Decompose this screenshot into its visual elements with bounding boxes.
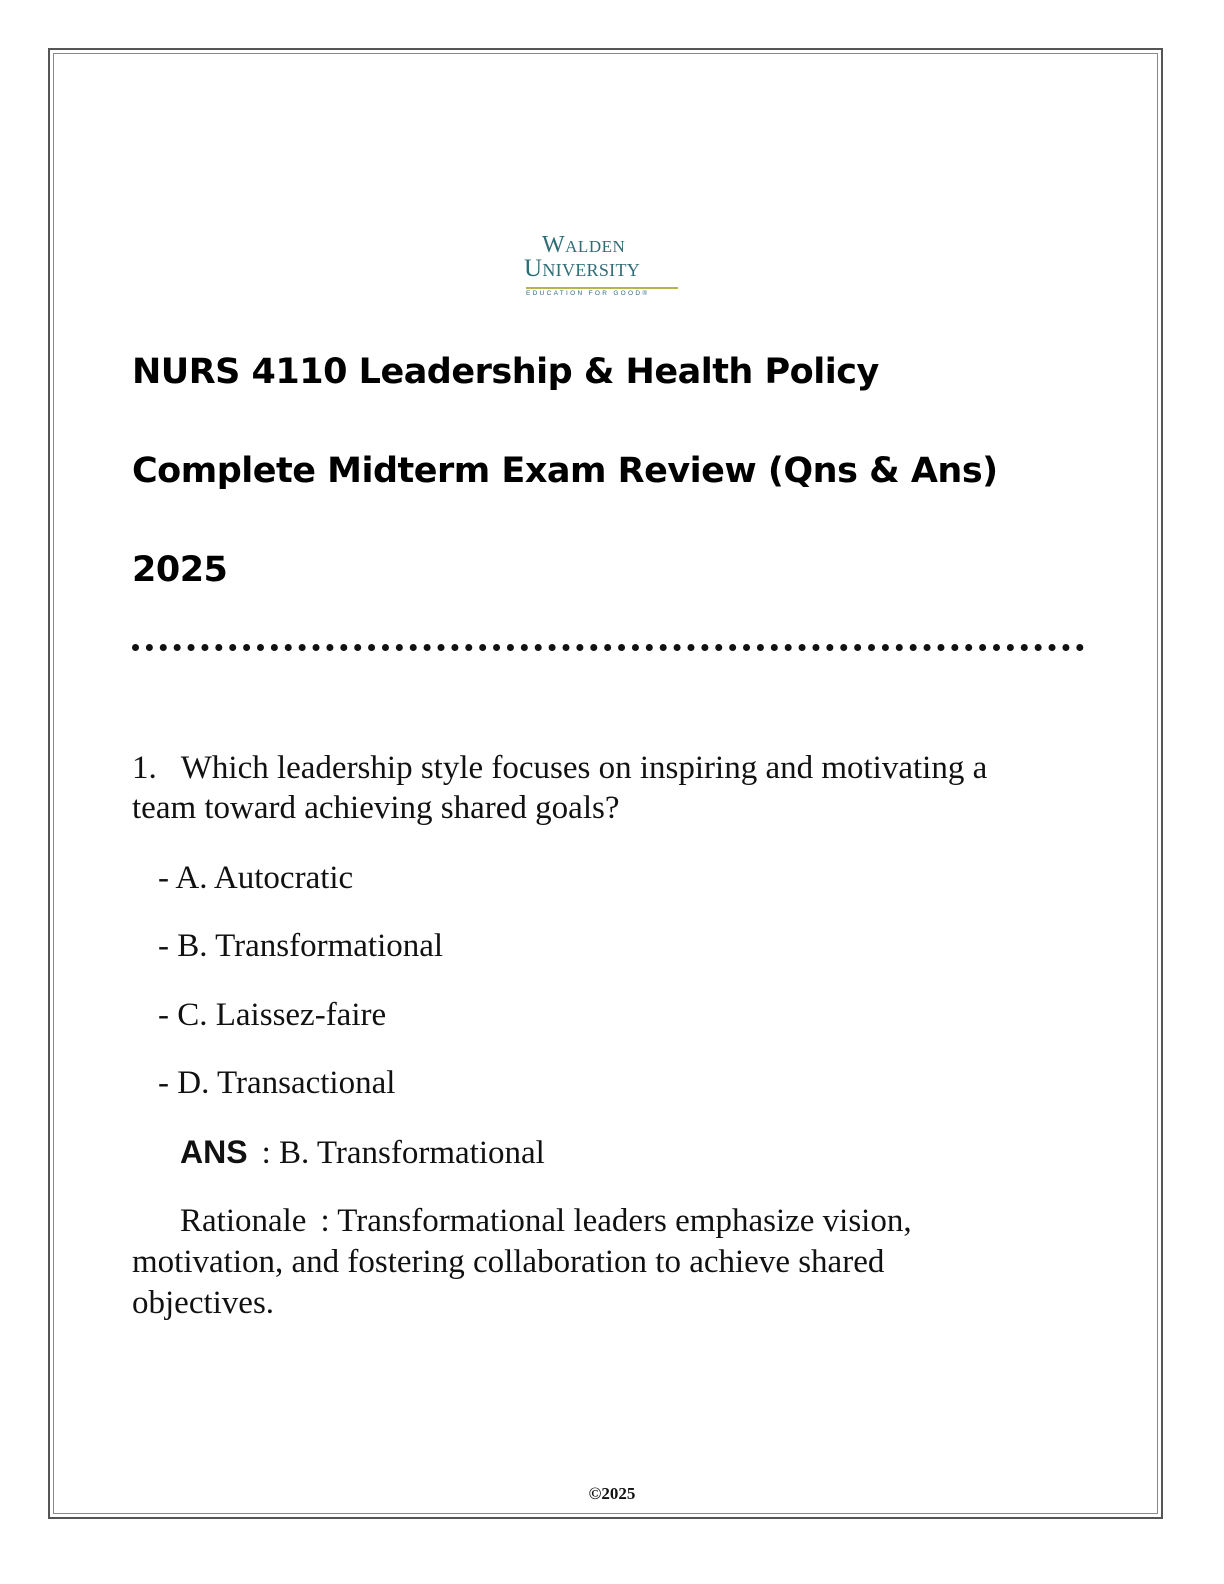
logo-line-2: University [524,255,641,282]
option-b: - B. Transformational [158,928,444,964]
option-d: - D. Transactional [158,1065,396,1101]
question-line-2: team toward achieving shared goals? [132,790,620,826]
question-number: 1. [132,750,157,786]
rationale-line-1 [180,1201,912,1241]
logo-tagline: EDUCATION FOR GOOD® [526,290,650,297]
document-title-year: 2025 [132,550,228,590]
rationale-line-2: motivation, and fostering collaboration to achieve shared [132,1244,885,1280]
question-text-1: Which leadership style focuses on inspiring and motivating a [180,750,988,786]
dotted-separator [132,644,1084,651]
logo-line-1: Walden [542,232,626,258]
answer-value: : B. Transformational [261,1135,545,1171]
footer-copyright: ©2025 [588,1484,636,1503]
rationale-line-3: objectives. [132,1285,275,1321]
rationale-label: Rationale [180,1203,307,1239]
walden-university-logo [520,233,685,299]
question-line-1 [132,748,987,788]
document-title-line-2: Complete Midterm Exam Review (Qns & Ans) [132,451,998,491]
answer-line [180,1132,545,1173]
option-c: - C. Laissez-faire [158,997,387,1033]
answer-label: ANS [180,1134,248,1170]
option-a: - A. Autocratic [158,860,354,896]
logo-rule [526,287,678,289]
rationale-text-1: : Transformational leaders emphasize vision, [320,1203,912,1239]
document-title-line-1: NURS 4110 Leadership & Health Policy [132,352,879,392]
